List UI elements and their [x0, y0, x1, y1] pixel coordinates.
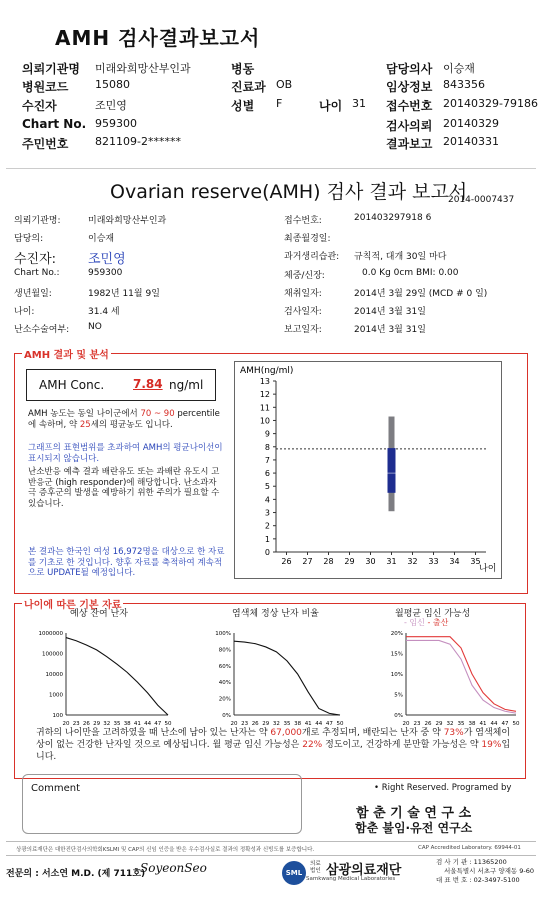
field-value: 미래와희망산부인과 — [95, 62, 191, 75]
chart-title: 월평균 임신 가능성 — [395, 609, 471, 619]
x-tick-label: 26 — [424, 721, 432, 727]
fine-print: 상광의료재단은 대한진단검사의학회KSLMI 및 CAP의 신임 인증을 받은 우수검사실로 결과의 정확성과 신빙도를 보증합니다. — [16, 847, 315, 853]
x-tick-label: 27 — [302, 557, 313, 566]
cap-text: CAP Accredited Laboratory. 69944-01 — [418, 845, 521, 851]
analysis-text-1: AMH 농도는 동일 나이군에서 70 ~ 90 percentile에 속하며, 약 25세의 평균농도 입니다. — [28, 409, 220, 430]
amh-box-chart — [234, 361, 502, 579]
x-tick-label: 26 — [281, 557, 292, 566]
field-value: 15080 — [95, 78, 130, 91]
x-tick-label: 29 — [435, 721, 443, 727]
info-label: 검사일자: — [284, 307, 322, 317]
field-label: Chart No. — [22, 117, 87, 131]
chart-title: 염색체 정상 난자 비율 — [232, 609, 319, 619]
field-value: 843356 — [443, 78, 485, 91]
rights-text: • Right Reserved. Programed by — [374, 783, 512, 793]
series-line — [234, 641, 340, 715]
info-value: 이승재 — [88, 234, 115, 244]
field-label: 병원코드 — [22, 80, 69, 94]
chart-legend: - 임신 - 출산 — [404, 618, 449, 627]
x-tick-label: 32 — [446, 721, 454, 727]
y-tick-label: 6 — [264, 469, 270, 479]
x-tick-label: 38 — [123, 721, 131, 727]
x-tick-label: 50 — [336, 721, 344, 727]
field-label: 검사의뢰 — [386, 119, 433, 133]
field-value: 20140331 — [443, 135, 499, 148]
x-tick-label: 47 — [501, 721, 509, 727]
x-tick-label: 41 — [133, 721, 141, 727]
field-label: 병동 — [231, 62, 255, 76]
x-tick-label: 35 — [470, 557, 481, 566]
x-tick-label: 38 — [294, 721, 302, 727]
y-tick-label: 0% — [222, 713, 231, 719]
comment-box — [22, 774, 302, 834]
x-tick-label: 29 — [93, 721, 101, 727]
info-label: 나이: — [14, 307, 35, 317]
info-label: 채취일자: — [284, 289, 322, 299]
x-tick-label: 20 — [62, 721, 70, 727]
report-header — [0, 0, 541, 162]
x-tick-label: 30 — [365, 557, 376, 566]
x-tick-label: 44 — [315, 721, 323, 727]
reg-number: 검 사 기 관 : 11365200 — [436, 858, 507, 866]
x-tick-label: 29 — [344, 557, 355, 566]
info-label: 보고일자: — [284, 325, 322, 335]
x-tick-label: 33 — [428, 557, 439, 566]
y-tick-label: 12 — [259, 390, 270, 400]
field-value: F — [276, 97, 283, 110]
x-tick-label: 28 — [323, 557, 334, 566]
x-tick-label: 29 — [262, 721, 270, 727]
x-axis-label: 나이 — [479, 564, 497, 574]
document-id: 2014-0007437 — [448, 195, 515, 205]
y-tick-label: 60% — [218, 663, 231, 670]
info-value: NO — [88, 322, 102, 332]
y-tick-label: 11 — [259, 403, 270, 413]
x-tick-label: 32 — [103, 721, 111, 727]
amh-label: AMH Conc. — [39, 378, 105, 392]
x-tick-label: 35 — [113, 721, 121, 727]
x-tick-label: 20 — [230, 721, 238, 727]
info-label: 담당의: — [14, 234, 44, 244]
field-label: 임상정보 — [386, 80, 433, 94]
x-tick-label: 41 — [304, 721, 312, 727]
y-tick-label: 1000 — [49, 692, 63, 699]
field-label: 수진자 — [22, 99, 57, 113]
field-label: 담당의사 — [386, 62, 433, 76]
age-label: 나이 — [319, 99, 343, 113]
institute-name-2: 함춘 불임·유전 연구소 — [355, 821, 473, 835]
field-value: 이승재 — [443, 62, 475, 75]
x-tick-label: 26 — [82, 721, 90, 727]
y-tick-label: 7 — [264, 455, 270, 465]
field-label: 의뢰기관명 — [22, 62, 80, 76]
amh-unit: ng/ml — [169, 378, 204, 392]
x-tick-label: 47 — [154, 721, 162, 727]
y-tick-label: 1 — [264, 534, 270, 544]
field-label: 접수번호 — [386, 99, 433, 113]
x-tick-label: 23 — [72, 721, 80, 727]
y-tick-label: 15% — [390, 651, 403, 658]
info-value: 2014년 3월 29일 (MCD # 0 일) — [354, 289, 488, 299]
info-label: 난소수술여부: — [14, 325, 70, 335]
x-tick-label: 31 — [386, 557, 397, 566]
x-tick-label: 35 — [283, 721, 291, 727]
field-value: 20140329-79186 — [443, 97, 538, 110]
info-value: 1982년 11월 9일 — [88, 289, 160, 299]
y-tick-label: 5 — [264, 482, 270, 492]
y-tick-label: 10000 — [45, 672, 63, 678]
age-value: 31 — [352, 97, 366, 110]
y-tick-label: 2 — [264, 521, 270, 531]
amh-conc-box — [26, 369, 216, 401]
x-tick-label: 20 — [402, 721, 410, 727]
field-label: 성별 — [231, 99, 255, 113]
y-axis-label: AMH(ng/ml) — [240, 366, 294, 376]
series-line — [66, 638, 168, 715]
info-value: 규칙적, 대개 30일 마다 — [354, 252, 447, 262]
page-title: AMH 검사결과보고서 — [55, 26, 261, 50]
x-tick-label: 50 — [512, 721, 520, 727]
x-tick-label: 23 — [413, 721, 421, 727]
analysis-text-3: 난소반응 예측 결과 배란유도 또는 과배란 유도시 고반응군 (high responder)에 해당합니다. 난소과자극 증후군의 발생을 예방하기 위한 주의가 필요할 수 있습니다. — [28, 467, 220, 509]
field-value: 조민영 — [95, 99, 127, 112]
field-value: 20140329 — [443, 117, 499, 130]
y-tick-label: 3 — [264, 508, 270, 518]
address: 서울특별시 서초구 양재동 9-60 — [444, 867, 535, 875]
info-value: 2014년 3월 31일 — [354, 307, 426, 317]
institute-name-1: 함 춘 기 술 연 구 소 — [356, 806, 472, 821]
x-tick-label: 44 — [490, 721, 498, 727]
section-label: 나이에 따른 기본 자료 — [22, 596, 123, 611]
field-label: 주민번호 — [22, 137, 69, 151]
x-tick-label: 44 — [144, 721, 152, 727]
y-tick-label: 8 — [264, 442, 270, 452]
scanned-report — [6, 168, 536, 883]
lab-logo: SML — [282, 861, 306, 885]
chart-title: 예상 잔여 난자 — [70, 609, 128, 619]
x-tick-label: 32 — [407, 557, 418, 566]
series-line — [406, 640, 516, 713]
patient-name: 조민영 — [88, 252, 126, 267]
doctor-name: 전문의 : 서소연 M.D. (제 711호) — [6, 869, 146, 879]
info-label: 체중/신장: — [284, 271, 325, 281]
field-label: 진료과 — [231, 80, 266, 94]
y-tick-label: 40% — [218, 680, 231, 687]
y-tick-label: 100% — [215, 631, 231, 637]
section-label: AMH 결과 및 분석 — [22, 346, 111, 361]
y-tick-label: 0% — [394, 713, 403, 719]
info-value: 959300 — [88, 268, 123, 278]
field-value: 821109-2****** — [95, 135, 181, 148]
y-tick-label: 100000 — [42, 651, 63, 658]
x-tick-label: 50 — [164, 721, 172, 727]
x-tick-label: 35 — [457, 721, 465, 727]
x-tick-label: 41 — [479, 721, 487, 727]
info-value: 201403297918 6 — [354, 213, 432, 223]
x-tick-label: 34 — [449, 557, 460, 566]
series-line — [406, 637, 516, 712]
phone: 대 표 번 호 : 02-3497-5100 — [436, 876, 520, 884]
amh-value: 7.84 — [133, 377, 163, 391]
y-tick-label: 13 — [259, 377, 270, 386]
y-tick-label: 5% — [394, 692, 403, 699]
y-tick-label: 10 — [259, 416, 270, 426]
info-label: Chart No.: — [14, 268, 60, 278]
y-tick-label: 1000000 — [38, 631, 63, 637]
x-tick-label: 38 — [468, 721, 476, 727]
y-tick-label: 9 — [264, 429, 270, 439]
x-tick-label: 32 — [272, 721, 280, 727]
field-value: 959300 — [95, 117, 137, 130]
field-value: OB — [276, 78, 293, 91]
age-charts — [14, 623, 526, 728]
y-tick-label: 0 — [264, 548, 270, 557]
info-label: 최종월경일: — [284, 234, 331, 244]
summary-text: 귀하의 나이만을 고려하였을 때 난소에 남아 있는 난자는 약 67,000개로 추정되며, 배란되는 난자 중 약 73%가 염색체이상이 없는 건강한 난자일 것으로 예상됩니다. 월 평균 임신 가능성은 22% 정도이고, 건강하게 분만할 가능성은 약 19%입니다. — [36, 728, 511, 762]
x-tick-label: 47 — [325, 721, 333, 727]
y-tick-label: 80% — [218, 647, 231, 654]
normal-egg-ratio-chart — [215, 631, 344, 727]
iqr-box — [388, 448, 396, 493]
x-tick-label: 23 — [241, 721, 249, 727]
y-tick-label: 100 — [52, 713, 63, 719]
signature: SoyeonSeo — [140, 861, 207, 875]
info-label: 수진자: — [14, 252, 57, 267]
analysis-text-2: 그래프의 표현범위를 초과하여 AMH의 평균나이선이 표시되지 않습니다. — [28, 443, 223, 464]
y-tick-label: 20% — [390, 631, 403, 637]
report-title: Ovarian reserve(AMH) 검사 결과 보고서 — [110, 181, 468, 203]
info-value: 미래와희망산부인과 — [88, 216, 167, 226]
info-value: 0.0 Kg 0cm BMI: 0.00 — [362, 268, 459, 278]
info-label: 생년월일: — [14, 289, 52, 299]
analysis-text-4: 본 결과는 한국인 여성 16,972명을 대상으로 한 자료를 기초로 한 것입니다. 향후 자료를 축적하여 계속적으로 UPDATE될 예정입니다. — [28, 547, 225, 578]
comment-label: Comment — [31, 783, 80, 794]
info-label: 의뢰기관명: — [14, 216, 61, 226]
y-tick-label: 20% — [218, 696, 231, 703]
x-tick-label: 26 — [251, 721, 259, 727]
y-tick-label: 10% — [390, 672, 403, 678]
lab-seal-text: 의료법인 — [310, 861, 321, 874]
lab-name: 삼광의료재단 — [326, 863, 402, 878]
info-value: 31.4 세 — [88, 307, 120, 317]
info-label: 과거생리습관: — [284, 252, 340, 262]
info-value: 2014년 3월 31일 — [354, 325, 426, 335]
remaining-eggs-chart — [39, 631, 172, 727]
y-tick-label: 4 — [264, 495, 270, 505]
field-label: 결과보고 — [386, 137, 433, 151]
lab-english: Samkwang Medical Laboratories — [306, 876, 396, 882]
pregnancy-rate-chart — [391, 631, 520, 727]
info-label: 접수번호: — [284, 216, 322, 226]
